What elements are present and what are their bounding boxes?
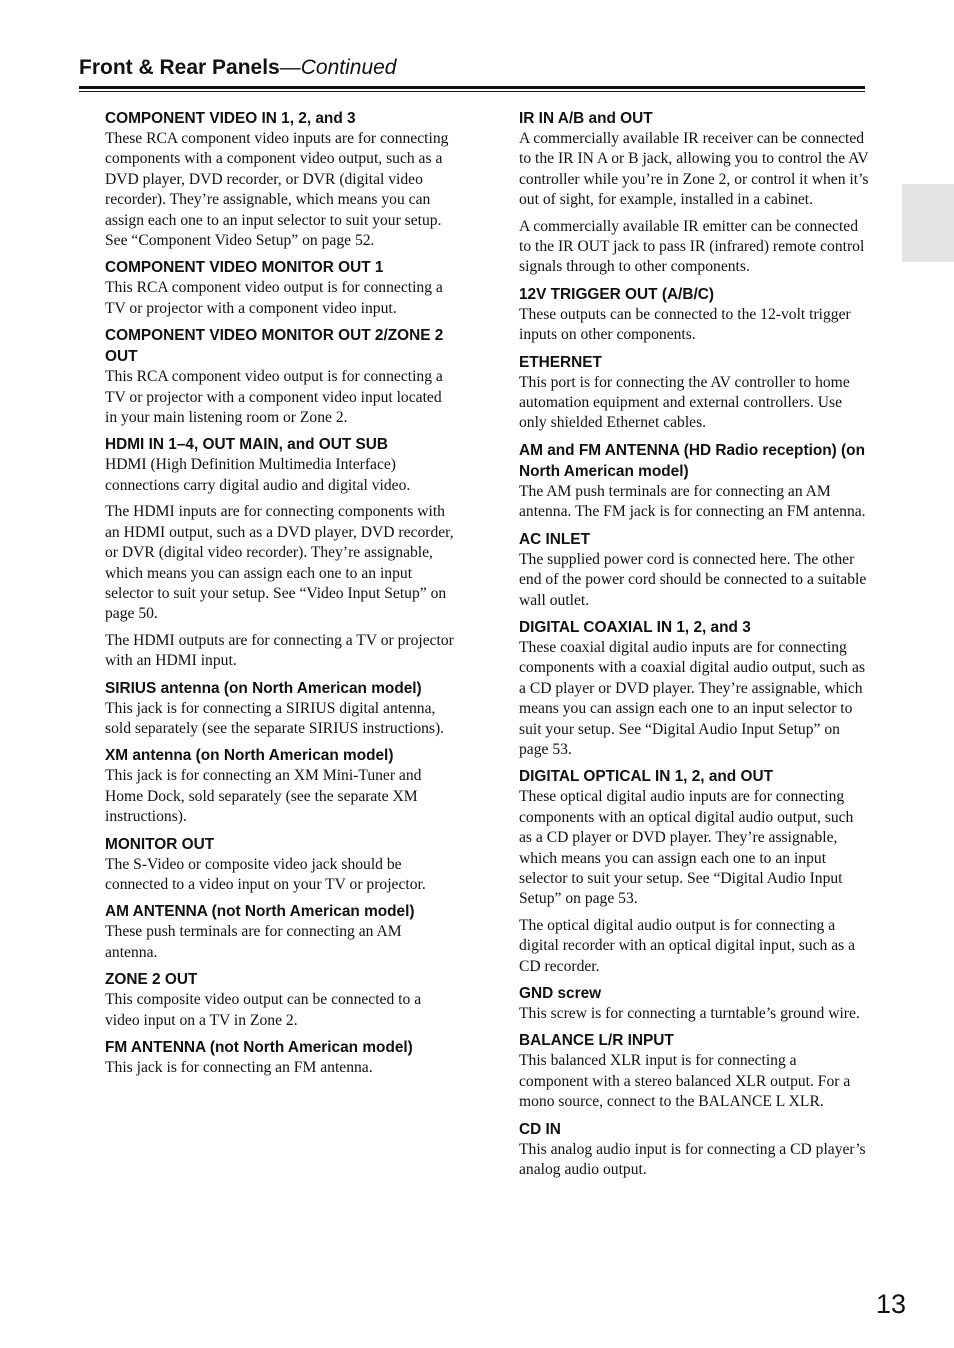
section-heading: IR IN A/B and OUT <box>519 110 653 127</box>
connector-section <box>519 440 869 523</box>
section-heading: MONITOR OUT <box>105 835 215 853</box>
section-paragraph: These outputs can be connected to the 12-volt trigger inputs on other components. <box>519 305 851 344</box>
section-paragraph: This composite video output can be connected to a video input on a TV in Zone 2. <box>105 991 422 1029</box>
connector-section <box>105 434 457 671</box>
connector-section <box>105 108 457 251</box>
header-rule-thin <box>79 91 865 92</box>
connector-section <box>519 529 869 611</box>
section-paragraph: This balanced XLR input is for connecting a component with a stereo balanced XLR output. For a mono source, connect to the BALANCE L XLR. <box>519 1052 851 1111</box>
left-column <box>105 108 457 1084</box>
connector-section <box>105 901 457 963</box>
section-paragraph: These push terminals are for connecting an AM antenna. <box>105 923 402 961</box>
connector-section <box>105 678 457 740</box>
section-heading: DIGITAL COAXIAL IN 1, 2, and 3 <box>519 618 751 636</box>
section-heading: BALANCE L/R INPUT <box>519 1032 674 1050</box>
section-heading: GND screw <box>519 985 602 1002</box>
section-heading: ZONE 2 OUT <box>105 971 198 989</box>
section-paragraph: This jack is for connecting an FM antenna. <box>105 1059 373 1076</box>
section-heading: AM and FM ANTENNA (HD Radio reception) (on North American model) <box>519 441 865 480</box>
header-continued: —Continued <box>279 56 397 79</box>
connector-section <box>519 766 869 977</box>
connector-section <box>105 745 457 827</box>
section-paragraph: This screw is for connecting a turntable’s ground wire. <box>519 1005 860 1022</box>
connector-section <box>519 1030 869 1112</box>
section-heading: HDMI IN 1–4, OUT MAIN, and OUT SUB <box>105 436 389 454</box>
section-paragraph: A commercially available IR emitter can be connected to the IR OUT jack to pass IR (infrared) remote control signals through to other components. <box>519 217 865 276</box>
connector-section <box>519 284 869 346</box>
connector-section <box>519 1119 869 1181</box>
section-heading: COMPONENT VIDEO IN 1, 2, and 3 <box>105 110 356 127</box>
header-title: Front & Rear Panels <box>79 56 280 79</box>
section-heading: XM antenna (on North American model) <box>105 747 394 765</box>
connector-section <box>105 969 457 1031</box>
connector-section <box>519 617 869 760</box>
section-paragraph: The supplied power cord is connected here. The other end of the power cord should be connected to a suitable wall outlet. <box>519 550 867 609</box>
section-heading: AC INLET <box>519 530 590 548</box>
section-heading: COMPONENT VIDEO MONITOR OUT 2/ZONE 2 OUT <box>105 327 444 366</box>
connector-section <box>519 352 869 434</box>
section-paragraph: The optical digital audio output is for connecting a digital recorder with an optical digital input, such as a CD recorder. <box>519 916 856 975</box>
section-paragraph: This jack is for connecting an XM Mini-Tuner and Home Dock, sold separately (see the separate XM instructions). <box>105 767 422 826</box>
connector-section <box>519 983 869 1024</box>
section-paragraph: This port is for connecting the AV controller to home automation equipment and external controllers. Use only shielded Ethernet cables. <box>519 373 850 432</box>
section-paragraph: A commercially available IR receiver can be connected to the IR IN A or B jack, allowing you to control the AV controller while you’re in Zone 2, or control it when it’s out of sight, for example, installed in a cabinet. <box>519 130 869 209</box>
section-paragraph: This analog audio input is for connecting a CD player’s analog audio output. <box>519 1140 866 1179</box>
connector-section <box>105 834 457 896</box>
page-header <box>79 56 864 80</box>
section-paragraph: This RCA component video output is for connecting a TV or projector with a component video input. <box>105 279 443 317</box>
section-paragraph: HDMI (High Definition Multimedia Interface) connections carry digital audio and digital video. <box>105 456 411 494</box>
connector-section <box>519 108 869 278</box>
connector-section <box>105 1037 457 1078</box>
right-column <box>519 108 869 1186</box>
section-paragraph: The AM push terminals are for connecting an AM antenna. The FM jack is for connecting an FM antenna. <box>519 482 866 521</box>
section-tab-marker <box>902 184 954 262</box>
section-paragraph: The HDMI inputs are for connecting components with an HDMI output, such as a DVD player, DVD recorder, or DVR (digital video recorder). They’re assignable, which means you can assign each one to an input selector to suit your setup. See “Video Input Setup” on page 50. <box>105 503 454 623</box>
section-paragraph: These coaxial digital audio inputs are for connecting components with a coaxial digital audio output, such as a CD player or DVD player. They’re assignable, which means you can assign each one to an input selector to suit your setup. See “Digital Audio Input Setup” on page 53. <box>519 638 866 758</box>
section-heading: SIRIUS antenna (on North American model) <box>105 679 422 697</box>
connector-section <box>105 257 457 319</box>
header-rule-thick <box>79 86 865 89</box>
connector-section <box>105 325 457 428</box>
section-paragraph: This jack is for connecting a SIRIUS digital antenna, sold separately (see the separate SIRIUS instructions). <box>105 699 445 737</box>
section-heading: ETHERNET <box>519 353 602 371</box>
section-heading: CD IN <box>519 1120 561 1138</box>
section-paragraph: This RCA component video output is for connecting a TV or projector with a component video input located in your main listening room or Zone 2. <box>105 368 443 427</box>
section-heading: AM ANTENNA (not North American model) <box>105 903 415 921</box>
section-heading: FM ANTENNA (not North American model) <box>105 1039 413 1056</box>
section-paragraph: The S-Video or composite video jack should be connected to a video input on your TV or projector. <box>105 855 426 893</box>
section-heading: 12V TRIGGER OUT (A/B/C) <box>519 285 714 303</box>
section-heading: COMPONENT VIDEO MONITOR OUT 1 <box>105 259 384 277</box>
section-paragraph: These RCA component video inputs are for connecting components with a component video output, such as a DVD player, DVD recorder, or DVR (digital video recorder). They’re assignable, which means you can assign each one to an input selector to suit your setup. See “Component Video Setup” on page 52. <box>105 130 449 250</box>
section-heading: DIGITAL OPTICAL IN 1, 2, and OUT <box>519 768 773 786</box>
section-paragraph: These optical digital audio inputs are for connecting components with an optical digital audio output, such as a CD player or DVD player. They’re assignable, which means you can assign each one to an input selector to suit your setup. See “Digital Audio Input Setup” on page 53. <box>519 788 854 908</box>
section-paragraph: The HDMI outputs are for connecting a TV or projector with an HDMI input. <box>105 631 454 670</box>
page-number: 13 <box>876 1289 907 1319</box>
